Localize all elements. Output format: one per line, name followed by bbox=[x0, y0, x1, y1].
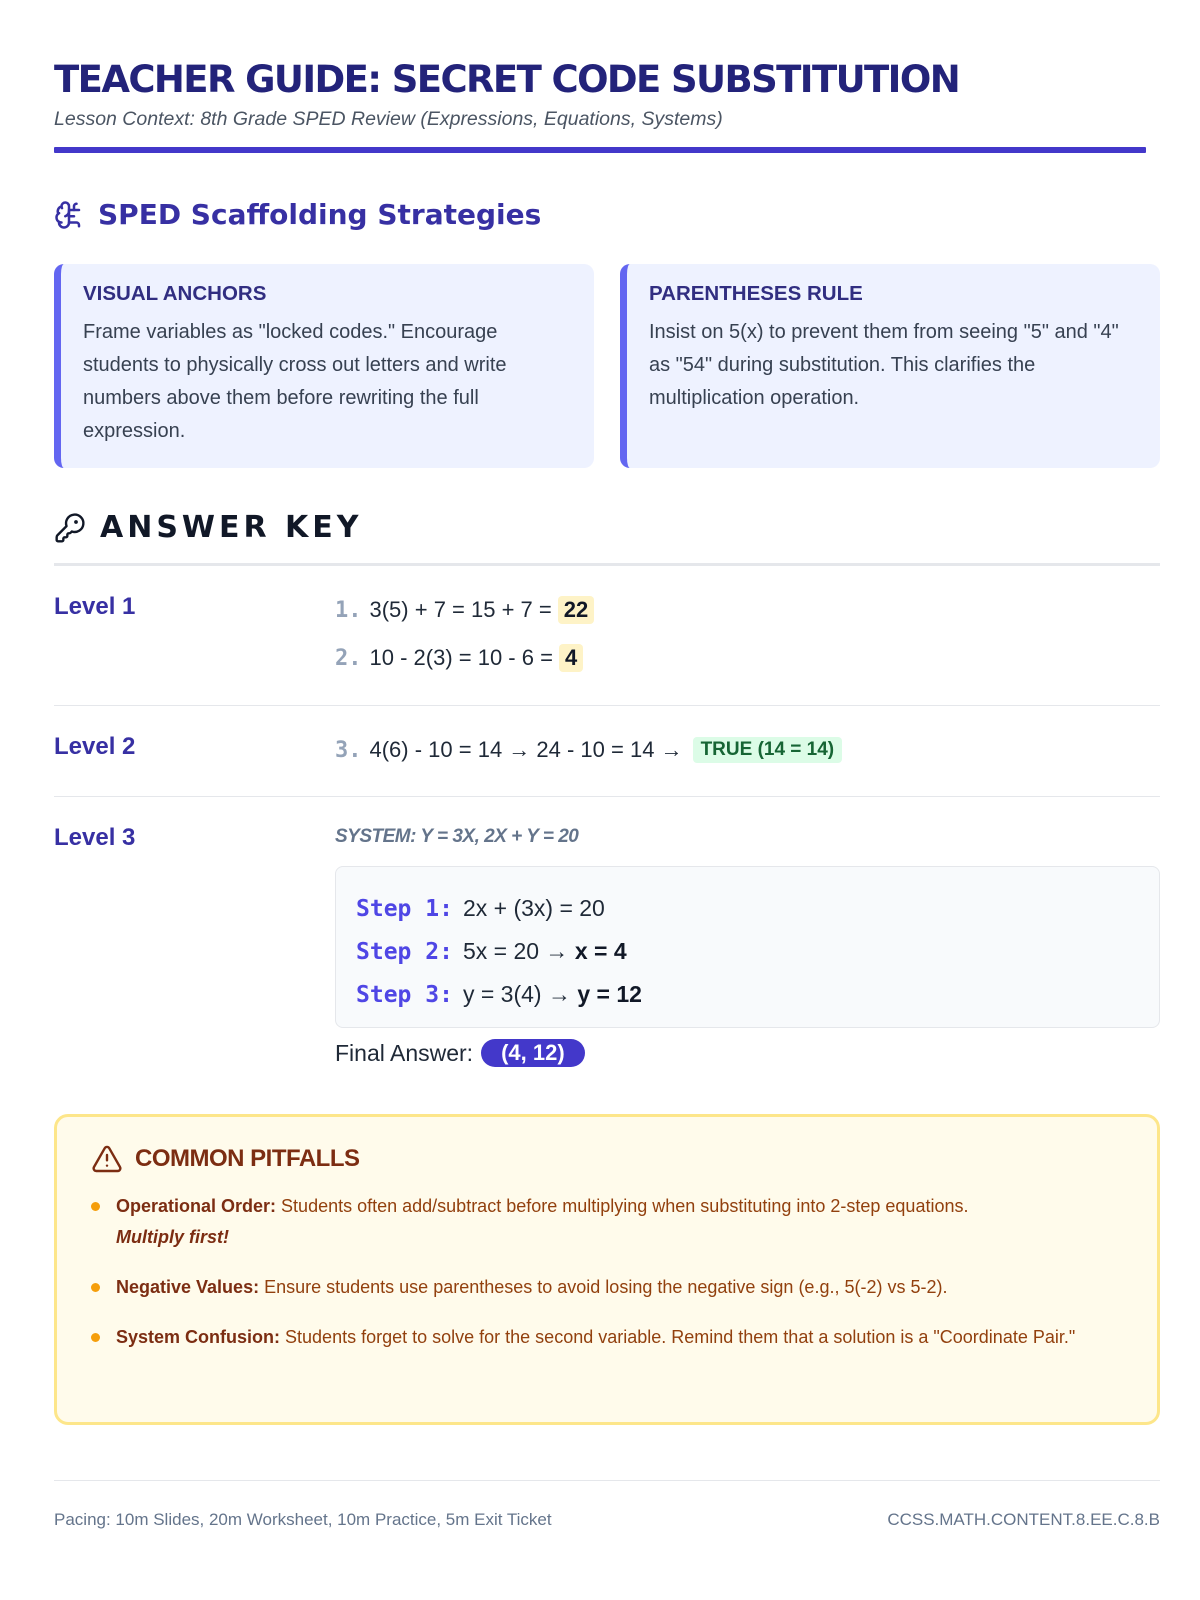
strategy-card-parentheses-rule bbox=[620, 264, 1160, 468]
item-number: 3. bbox=[335, 737, 362, 763]
answer-item-1 bbox=[335, 594, 594, 626]
pacing-note: Pacing: 10m Slides, 20m Worksheet, 10m Practice, 5m Exit Ticket bbox=[54, 1510, 552, 1529]
sped-section-heading bbox=[54, 198, 541, 231]
item-answer: 4 bbox=[559, 644, 583, 672]
header-divider bbox=[54, 147, 1146, 153]
system-label: SYSTEM: Y = 3X, 2X + Y = 20 bbox=[335, 826, 579, 847]
pitfall-text: Ensure students use parentheses to avoid losing the negative sign (e.g., 5(-2) vs 5-2). bbox=[264, 1277, 948, 1297]
answer-key-divider bbox=[54, 563, 1160, 566]
final-answer-badge: (4, 12) bbox=[481, 1039, 585, 1067]
row-divider bbox=[54, 796, 1160, 797]
standard-code: CCSS.MATH.CONTENT.8.EE.C.8.B bbox=[887, 1510, 1160, 1529]
item-number: 1. bbox=[335, 597, 362, 623]
step-line bbox=[356, 887, 1139, 930]
warning-icon bbox=[91, 1143, 123, 1175]
pitfall-label: Negative Values: bbox=[116, 1277, 260, 1297]
pitfall-label: Operational Order: bbox=[116, 1196, 277, 1216]
step-line bbox=[356, 973, 1139, 1016]
final-answer bbox=[335, 1039, 585, 1067]
pitfall-emphasis: Multiply first! bbox=[116, 1227, 229, 1247]
item-work: 10 - 2(3) = 10 - 6 = bbox=[369, 645, 553, 670]
pitfall-item bbox=[91, 1322, 1123, 1353]
page-title: TEACHER GUIDE: SECRET CODE SUBSTITUTION bbox=[54, 58, 960, 101]
common-pitfalls-box bbox=[54, 1114, 1160, 1425]
step-work: 5x = 20 → bbox=[462, 938, 569, 964]
pitfall-item bbox=[91, 1191, 1123, 1253]
level-2-label: Level 2 bbox=[54, 733, 136, 760]
item-answer: 22 bbox=[558, 596, 594, 624]
bullet-dot bbox=[91, 1283, 100, 1292]
answer-key-heading bbox=[54, 510, 363, 545]
item-work: 3(5) + 7 = 15 + 7 = bbox=[369, 597, 552, 622]
step-result: y = 12 bbox=[577, 981, 642, 1007]
pitfalls-heading bbox=[91, 1143, 1123, 1175]
level-1-label: Level 1 bbox=[54, 593, 136, 620]
footer-divider bbox=[54, 1480, 1160, 1481]
bullet-dot bbox=[91, 1202, 100, 1211]
row-divider bbox=[54, 705, 1160, 706]
step-label: Step 3: bbox=[356, 982, 453, 1008]
strategy-card-body: Insist on 5(x) to prevent them from seeing "5" and "4" as "54" during substitution. This clarifies the multiplication operation. bbox=[649, 321, 1119, 409]
page-header bbox=[54, 56, 1146, 131]
step-work: y = 3(4) → bbox=[462, 981, 571, 1007]
solution-steps bbox=[335, 866, 1160, 1028]
page-subtitle: Lesson Context: 8th Grade SPED Review (Expressions, Equations, Systems) bbox=[54, 108, 723, 130]
bullet-dot bbox=[91, 1333, 100, 1342]
strategy-card-visual-anchors bbox=[54, 264, 594, 468]
pitfalls-title: COMMON PITFALLS bbox=[135, 1145, 360, 1172]
answer-item-3 bbox=[335, 734, 842, 766]
answer-item-2 bbox=[335, 642, 583, 674]
strategy-card-body: Frame variables as "locked codes." Encourage students to physically cross out letters and write numbers above them before rewriting the full expression. bbox=[83, 321, 507, 442]
key-icon bbox=[54, 512, 86, 544]
step-result: x = 4 bbox=[574, 938, 627, 964]
strategy-card-title: PARENTHESES RULE bbox=[649, 282, 863, 305]
step-label: Step 2: bbox=[356, 939, 453, 965]
item-number: 2. bbox=[335, 645, 362, 671]
sped-section-title: SPED Scaffolding Strategies bbox=[98, 198, 542, 231]
step-work: 2x + (3x) = 20 bbox=[462, 895, 605, 921]
step-label: Step 1: bbox=[356, 896, 453, 922]
pitfall-text: Students often add/subtract before multiplying when substituting into 2-step equations. bbox=[281, 1196, 969, 1216]
step-line bbox=[356, 930, 1139, 973]
pitfall-label: System Confusion: bbox=[116, 1327, 281, 1347]
pitfall-item bbox=[91, 1272, 1123, 1303]
level-3-label: Level 3 bbox=[54, 824, 136, 851]
final-answer-label: Final Answer: bbox=[335, 1039, 474, 1066]
brain-icon bbox=[54, 200, 84, 230]
answer-key-title: ANSWER KEY bbox=[100, 510, 363, 545]
pitfall-text: Students forget to solve for the second variable. Remind them that a solution is a "Coordinate Pair." bbox=[285, 1327, 1076, 1347]
strategy-card-title: VISUAL ANCHORS bbox=[83, 282, 267, 305]
item-work: 4(6) - 10 = 14 → 24 - 10 = 14 → bbox=[369, 737, 683, 762]
true-badge: TRUE (14 = 14) bbox=[693, 737, 843, 763]
